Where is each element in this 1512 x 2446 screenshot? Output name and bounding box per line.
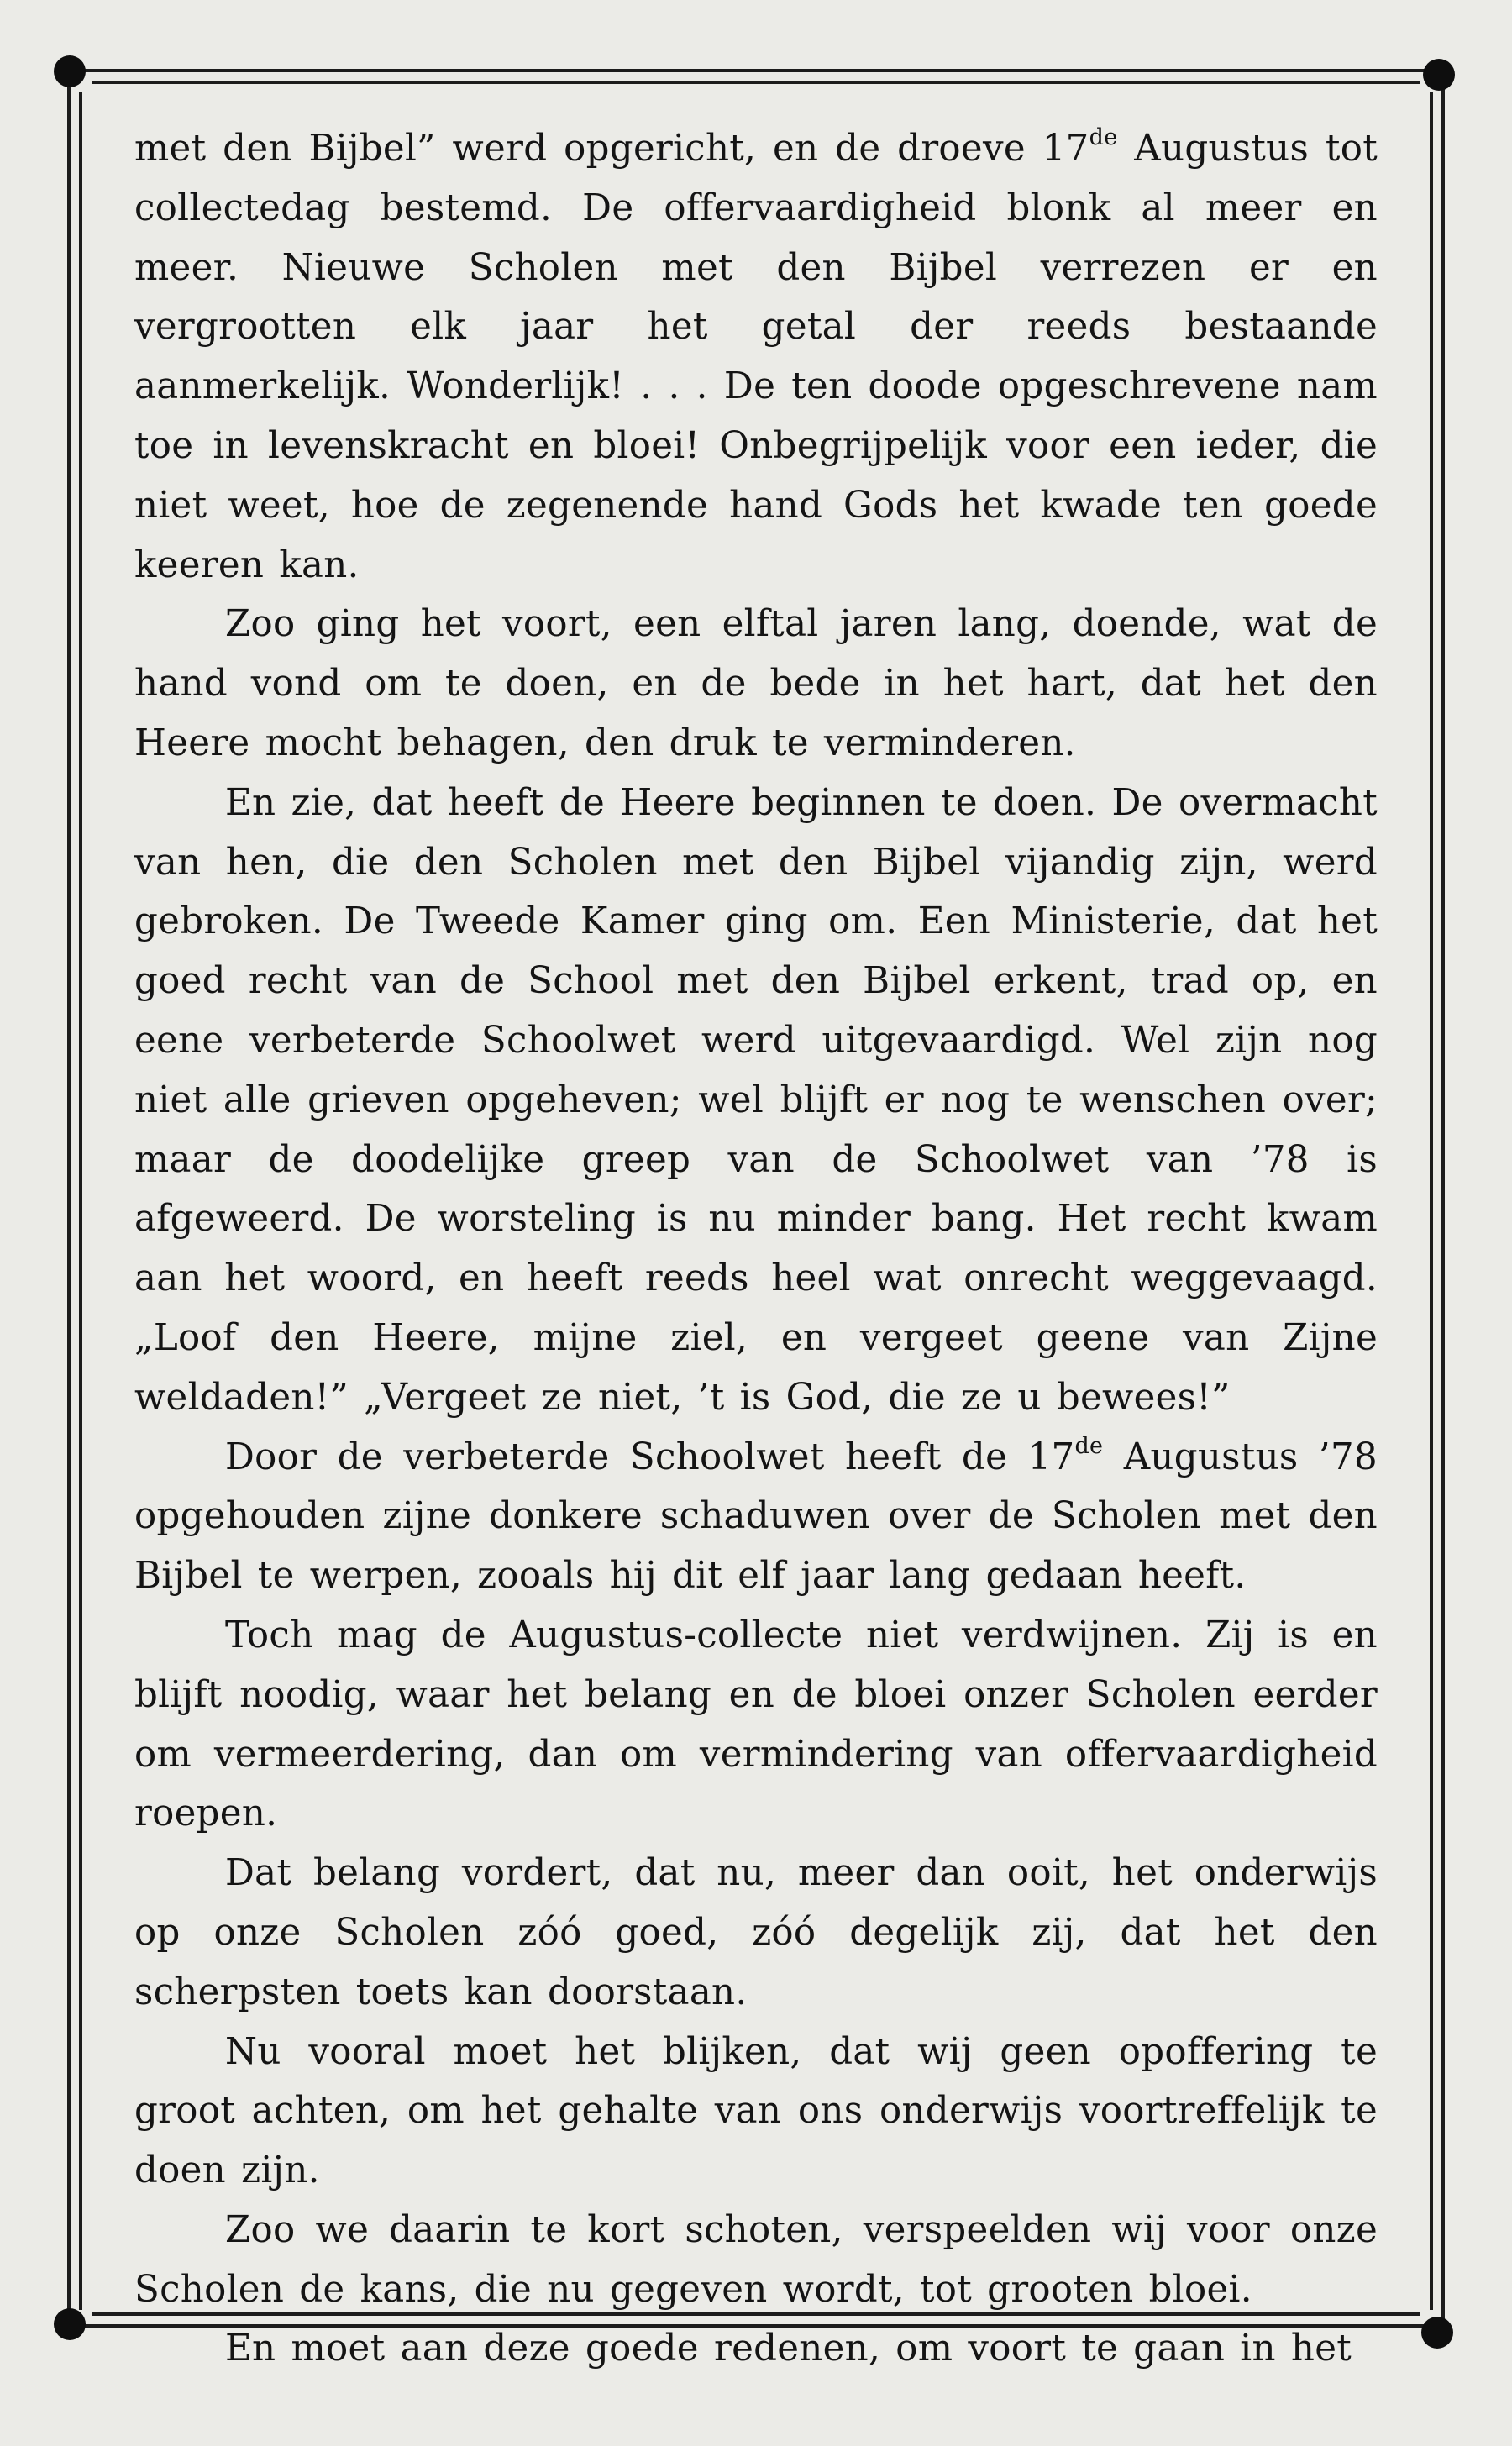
paragraph-text: En moet aan deze goede redenen, om voort te gaan in het [225, 2328, 1352, 2370]
left-border-rule-inner [79, 92, 82, 2310]
right-border-rule [1441, 69, 1445, 2328]
paragraph [134, 2319, 1378, 2379]
paragraph-text: met den Bijbel” werd opgericht, en de droeve 17 [134, 128, 1089, 170]
paragraph [134, 774, 1378, 1428]
paragraph-text: Augustus tot collectedag bestemd. De offervaardigheid blonk al meer en meer. Nieuwe Scholen met den Bijbel verrezen er en vergrootten elk jaar het getal der reeds bestaande aanmerkelijk. Wonderlijk! . . . De ten doode opgeschrevene nam toe in levenskracht en bloei! Onbegrijpelijk voor een ieder, die niet weet, hoe de zegenende hand Gods het kwade ten goede keeren kan. [134, 128, 1378, 586]
paragraph [134, 1428, 1378, 1606]
superscript-text: de [1089, 124, 1118, 151]
paragraph [134, 595, 1378, 773]
paragraph-text: Dat belang vordert, dat nu, meer dan ooit, het onderwijs op onze Scholen zóó goed, zóó degelijk zij, dat het den scherpsten toets kan doorstaan. [134, 1852, 1378, 2013]
superscript-text: de [1074, 1432, 1104, 1459]
paragraph [134, 119, 1378, 595]
corner-ornament-top-left [54, 55, 86, 87]
paragraph [134, 2201, 1378, 2320]
paragraph-text: Nu vooral moet het blijken, dat wij geen opoffering te groot achten, om het gehalte van ons onderwijs voortreffelijk te doen zijn. [134, 2030, 1378, 2192]
paragraph-text: En zie, dat heeft de Heere beginnen te doen. De overmacht van hen, die den Scholen met den Bijbel vijandig zijn, werd gebroken. De Tweede Kamer ging om. Een Ministerie, dat het goed recht van de School met den Bijbel erkent, trad op, en eene verbeterde Schoolwet werd uitgevaardigd. Wel zijn nog niet alle grieven opgeheven; wel blijft er nog te wenschen over; maar de doodelijke greep van de Schoolwet van ’78 is afgeweerd. De worsteling is nu minder bang. Het recht kwam aan het woord, en heeft reeds heel wat onrecht weggevaagd. „Loof den Heere, mijne ziel, en vergeet geene van Zijne weldaden!” „Vergeet ze niet, ’t is God, die ze u bewees!” [134, 781, 1378, 1419]
left-border-rule [67, 69, 71, 2328]
paragraph-text: Augustus ’78 opgehouden zijne donkere schaduwen over de Scholen met den Bijbel te werpen, zooals hij dit elf jaar lang gedaan heeft. [134, 1436, 1378, 1598]
corner-ornament-bottom-right [1421, 2317, 1453, 2349]
corner-ornament-bottom-left [54, 2308, 86, 2340]
paragraph [134, 1844, 1378, 2022]
paragraph [134, 2023, 1378, 2201]
top-border-rule [71, 69, 1441, 72]
paragraph-text: Zoo we daarin te kort schoten, verspeelden wij voor onze Scholen de kans, die nu gegeven wordt, tot grooten bloei. [134, 2208, 1378, 2311]
top-border-rule-inner [92, 81, 1420, 84]
paragraph-text: Door de verbeterde Schoolwet heeft de 17 [225, 1436, 1075, 1478]
paragraph-text: Zoo ging het voort, een elftal jaren lang, doende, wat de hand vond om te doen, en de bede in het hart, dat het den Heere mocht behagen, den druk te verminderen. [134, 603, 1378, 764]
body-text [134, 119, 1378, 2379]
paragraph-text: Toch mag de Augustus-collecte niet verdwijnen. Zij is en blijft noodig, waar het belang en de bloei onzer Scholen eerder om vermeerdering, dan om vermindering van offervaardigheid roepen. [134, 1614, 1378, 1835]
right-border-rule-inner [1430, 92, 1433, 2310]
paragraph [134, 1606, 1378, 1844]
corner-ornament-top-right [1423, 59, 1455, 91]
